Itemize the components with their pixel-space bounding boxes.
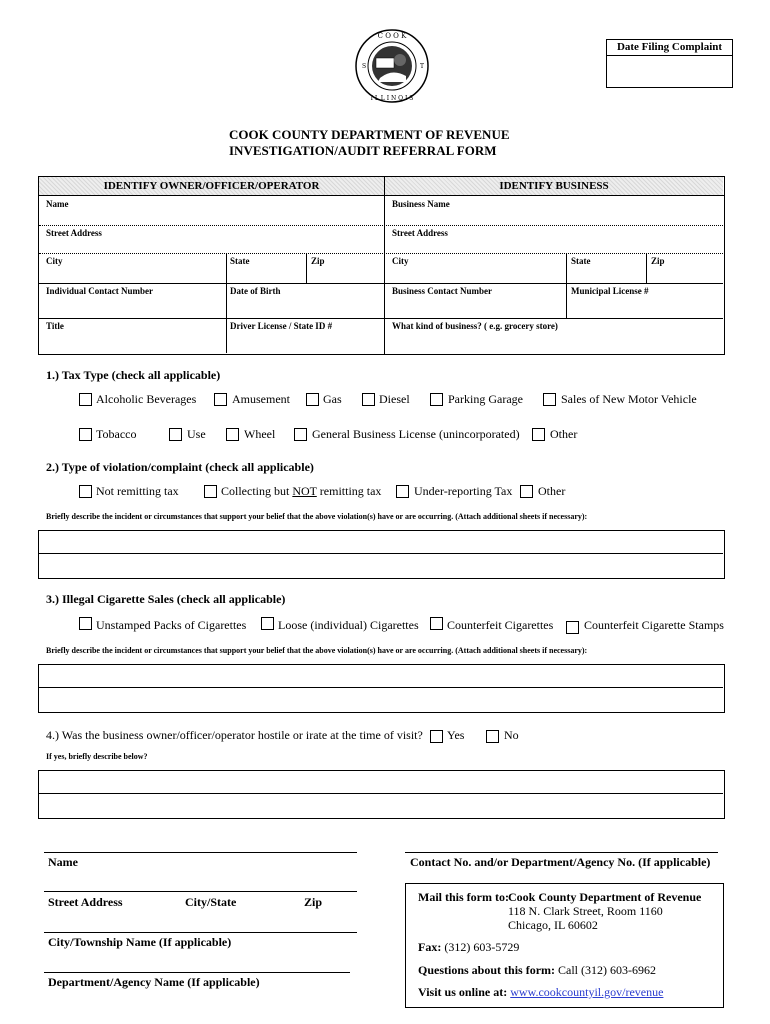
counterfeit-cigarettes-checkbox[interactable]	[430, 617, 443, 630]
owner-city-field[interactable]: City	[46, 256, 63, 266]
questions-label: Questions about this form:	[418, 963, 556, 977]
business-city-field[interactable]: City	[392, 256, 409, 266]
business-state-field[interactable]: State	[571, 256, 591, 266]
footer-zip-label[interactable]: Zip	[304, 895, 323, 909]
business-header: IDENTIFY BUSINESS	[499, 180, 609, 192]
fax-number: (312) 603-5729	[441, 940, 520, 954]
business-kind-field[interactable]: What kind of business? ( e.g. grocery store)	[392, 321, 558, 331]
svg-text:I L L I N O I S: I L L I N O I S	[370, 95, 414, 102]
visit-label: Visit us online at:	[418, 985, 508, 999]
cigarette-describe-line2[interactable]	[39, 688, 723, 711]
owner-title-field[interactable]: Title	[46, 321, 64, 331]
owner-header: IDENTIFY OWNER/OFFICER/OPERATOR	[103, 180, 320, 192]
footer-contact-label[interactable]: Contact No. and/or Department/Agency No. (If applicable)	[410, 855, 711, 869]
counterfeit-stamps-label: Counterfeit Cigarette Stamps	[584, 618, 724, 632]
footer-township-label[interactable]: City/Township Name (If applicable)	[48, 935, 232, 949]
owner-license-field[interactable]: Driver License / State ID #	[230, 321, 333, 331]
mail-addr2: Chicago, IL 60602	[508, 918, 598, 932]
mail-addr1: 118 N. Clark Street, Room 1160	[508, 904, 663, 918]
website-link[interactable]: www.cookcountyil.gov/revenue	[510, 985, 664, 999]
county-seal	[354, 28, 430, 104]
footer-city-state-label[interactable]: City/State	[185, 895, 237, 909]
identify-table	[38, 176, 725, 355]
violation-describe-instructions: Briefly describe the incident or circumstances that support your belief that the above violation(s) have or are occurring. (Attach additional sheets if necessary):	[46, 512, 588, 521]
violation-other-label: Other	[538, 484, 566, 498]
under-reporting-checkbox[interactable]	[396, 485, 409, 498]
remitting-text: remitting tax	[316, 484, 382, 498]
footer-name-label[interactable]: Name	[48, 855, 78, 869]
date-filing-box	[606, 39, 733, 88]
general-business-license-checkbox[interactable]	[294, 428, 307, 441]
svg-text:C O O K: C O O K	[377, 32, 407, 40]
form-title-line2: INVESTIGATION/AUDIT REFERRAL FORM	[229, 143, 497, 158]
tax-other-label: Other	[550, 427, 578, 441]
violation-describe-line1[interactable]	[39, 531, 723, 553]
sales-new-motor-vehicle-checkbox[interactable]	[543, 393, 556, 406]
gas-checkbox[interactable]	[306, 393, 319, 406]
hostile-no-label: No	[504, 728, 519, 742]
under-reporting-label: Under-reporting Tax	[414, 484, 513, 498]
fax-line	[418, 940, 519, 955]
hostile-describe-line2[interactable]	[39, 794, 723, 817]
visit-line	[418, 985, 663, 1000]
tax-type-heading: 1.) Tax Type (check all applicable)	[46, 368, 221, 382]
tobacco-checkbox[interactable]	[79, 428, 92, 441]
questions-line	[418, 963, 656, 978]
parking-garage-checkbox[interactable]	[430, 393, 443, 406]
violation-describe-line2[interactable]	[39, 554, 723, 577]
sales-new-motor-vehicle-label: Sales of New Motor Vehicle	[561, 392, 697, 406]
date-filing-label: Date Filing Complaint	[607, 40, 732, 56]
business-contact-field[interactable]: Business Contact Number	[392, 286, 493, 296]
hostile-question: 4.) Was the business owner/officer/operator hostile or irate at the time of visit?	[46, 728, 423, 742]
hostile-yes-label: Yes	[447, 728, 465, 742]
form-title-line1: COOK COUNTY DEPARTMENT OF REVENUE	[229, 127, 510, 142]
violation-other-checkbox[interactable]	[520, 485, 533, 498]
wheel-checkbox[interactable]	[226, 428, 239, 441]
amusement-label: Amusement	[232, 392, 290, 406]
owner-dob-field[interactable]: Date of Birth	[230, 286, 281, 296]
mail-org: Cook County Department of Revenue	[508, 890, 702, 904]
parking-garage-label: Parking Garage	[448, 392, 523, 406]
questions-phone: Call (312) 603-6962	[555, 963, 657, 977]
fax-label: Fax:	[418, 940, 442, 954]
hostile-describe-instructions: If yes, briefly describe below?	[46, 752, 148, 761]
unstamped-packs-label: Unstamped Packs of Cigarettes	[96, 618, 247, 632]
owner-contact-field[interactable]: Individual Contact Number	[46, 286, 154, 296]
not-remitting-checkbox[interactable]	[79, 485, 92, 498]
date-filing-field[interactable]	[607, 56, 732, 87]
loose-cigarettes-label: Loose (individual) Cigarettes	[278, 618, 419, 632]
hostile-describe-line1[interactable]	[39, 771, 723, 793]
business-zip-field[interactable]: Zip	[651, 256, 665, 266]
tax-other-checkbox[interactable]	[532, 428, 545, 441]
gas-label: Gas	[323, 392, 342, 406]
tobacco-label: Tobacco	[96, 427, 137, 441]
loose-cigarettes-checkbox[interactable]	[261, 617, 274, 630]
mail-label: Mail this form to:	[418, 890, 509, 904]
use-label: Use	[187, 427, 206, 441]
wheel-label: Wheel	[244, 427, 276, 441]
cigarette-describe-line1[interactable]	[39, 665, 723, 687]
collecting-not-remitting-checkbox[interactable]	[204, 485, 217, 498]
counterfeit-stamps-checkbox[interactable]	[566, 621, 579, 634]
violation-heading: 2.) Type of violation/complaint (check all applicable)	[46, 460, 314, 474]
unstamped-packs-checkbox[interactable]	[79, 617, 92, 630]
owner-zip-field[interactable]: Zip	[311, 256, 325, 266]
svg-text:S: S	[362, 63, 367, 70]
owner-name-field[interactable]: Name	[46, 199, 69, 209]
cigarette-heading: 3.) Illegal Cigarette Sales (check all applicable)	[46, 592, 286, 606]
footer-agency-label[interactable]: Department/Agency Name (If applicable)	[48, 975, 260, 989]
diesel-checkbox[interactable]	[362, 393, 375, 406]
use-checkbox[interactable]	[169, 428, 182, 441]
business-street-field[interactable]: Street Address	[392, 228, 448, 238]
footer-street-label[interactable]: Street Address	[48, 895, 123, 909]
business-municipal-field[interactable]: Municipal License #	[571, 286, 649, 296]
hostile-no-checkbox[interactable]	[486, 730, 499, 743]
amusement-checkbox[interactable]	[214, 393, 227, 406]
alcoholic-beverages-label: Alcoholic Beverages	[96, 392, 197, 406]
not-underlined-text: NOT	[292, 484, 317, 498]
business-name-field[interactable]: Business Name	[392, 199, 450, 209]
svg-text:T: T	[420, 63, 425, 70]
not-remitting-label: Not remitting tax	[96, 484, 179, 498]
collecting-text: Collecting but	[221, 484, 293, 498]
cigarette-describe-instructions: Briefly describe the incident or circumstances that support your belief that the above violation(s) have or are occurring. (Attach additional sheets if necessary):	[46, 646, 588, 655]
owner-street-field[interactable]: Street Address	[46, 228, 102, 238]
owner-state-field[interactable]: State	[230, 256, 250, 266]
collecting-not-remitting-label	[221, 484, 381, 499]
general-business-license-label: General Business License (unincorporated)	[312, 427, 520, 441]
diesel-label: Diesel	[379, 392, 410, 406]
counterfeit-cigarettes-label: Counterfeit Cigarettes	[447, 618, 554, 632]
alcoholic-beverages-checkbox[interactable]	[79, 393, 92, 406]
hostile-yes-checkbox[interactable]	[430, 730, 443, 743]
seal-icon	[354, 28, 430, 104]
